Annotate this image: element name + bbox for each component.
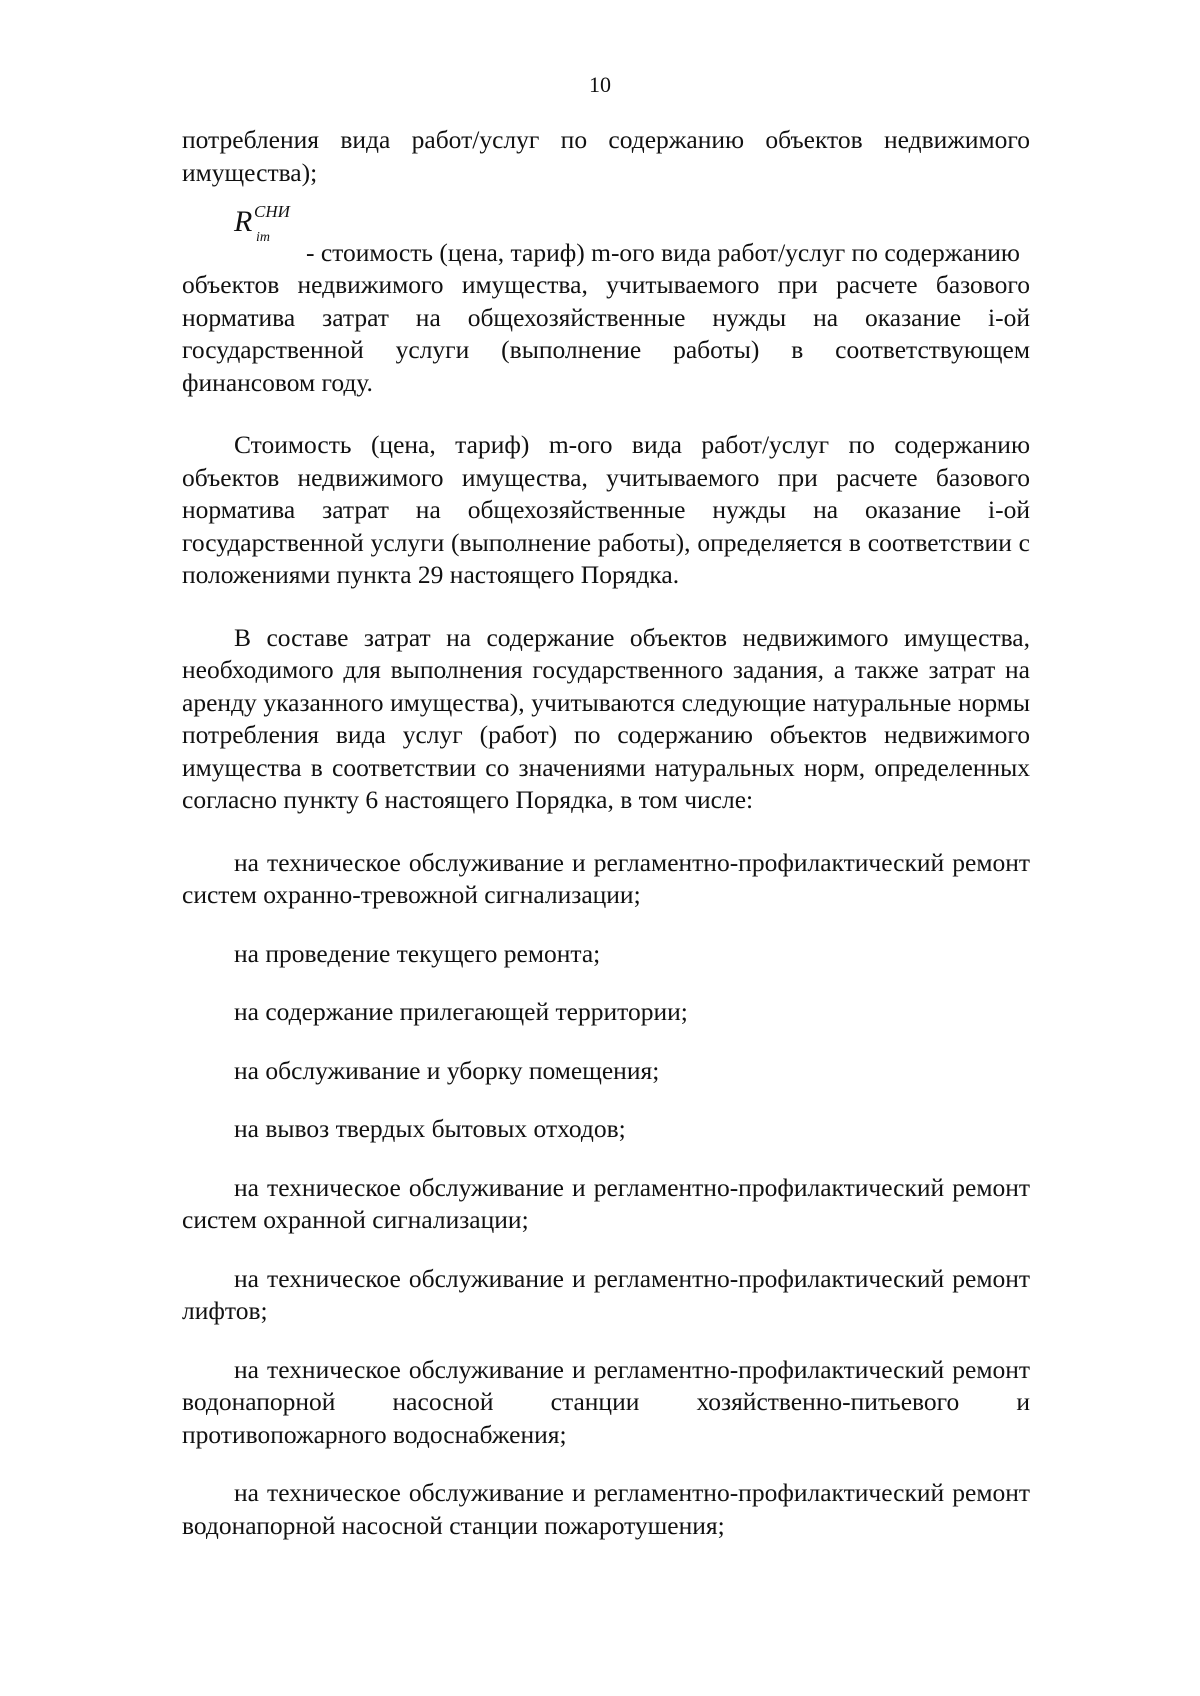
formula-description-continuation: объектов недвижимого имущества, учитываемого при расчете базового норматива затрат на общехозяйственные нужды на оказание i-ой государственной услуги (выполнение работы) в соответствующем финансовом году.	[182, 270, 1030, 397]
formula-superscript: СНИ	[254, 202, 290, 221]
list-item: на техническое обслуживание и регламентно-профилактический ремонт систем охранно-тревожной сигнализации;	[182, 847, 1030, 909]
continuation-paragraph: потребления вида работ/услуг по содержанию объектов недвижимого имущества);	[182, 125, 1030, 187]
formula-symbol	[234, 202, 290, 245]
formula-description: - стоимость (цена, тариф) m-ого вида работ/услуг по содержанию	[306, 238, 1020, 267]
list-item: на проведение текущего ремонта;	[234, 938, 601, 968]
formula-base: R	[234, 205, 253, 238]
list-item: на вывоз твердых бытовых отходов;	[234, 1114, 626, 1143]
formula-definition	[182, 202, 1030, 269]
list-item: на техническое обслуживание и регламентно-профилактический ремонт лифтов;	[182, 1263, 1030, 1325]
list-item: на содержание прилегающей территории;	[234, 997, 688, 1026]
paragraph-natural-norms: В составе затрат на содержание объектов недвижимого имущества, необходимого для выполнения государственного задания, а также затрат на аренду указанного имущества), учитываются следующие натуральные нормы потребления вида услуг (работ) по содержанию объектов недвижимого имущества в соответствии со значениями натуральных норм, определенных согласно пункту 6 настоящего Порядка, в том числе:	[182, 622, 1030, 814]
list-item: на техническое обслуживание и регламентно-профилактический ремонт систем охранной сигнализации;	[182, 1172, 1030, 1234]
paragraph-cost-definition: Стоимость (цена, тариф) m-ого вида работ/услуг по содержанию объектов недвижимого имущества, учитываемого при расчете базового норматива затрат на общехозяйственные нужды на оказание i-ой государственной услуги (выполнение работы), определяется в соответствии с положениями пункта 29 настоящего Порядка.	[182, 430, 1030, 589]
page-number: 10	[589, 72, 611, 97]
document-body	[182, 124, 1030, 1542]
list-item: на техническое обслуживание и регламентно-профилактический ремонт водонапорной насосной станции пожаротушения;	[182, 1478, 1030, 1540]
list-item: на обслуживание и уборку помещения;	[234, 1055, 660, 1085]
formula-subscript: im	[256, 230, 270, 245]
list-item: на техническое обслуживание и регламентно-профилактический ремонт водонапорной насосной станции хозяйственно-питьевого и противопожарного водоснабжения;	[182, 1354, 1030, 1449]
